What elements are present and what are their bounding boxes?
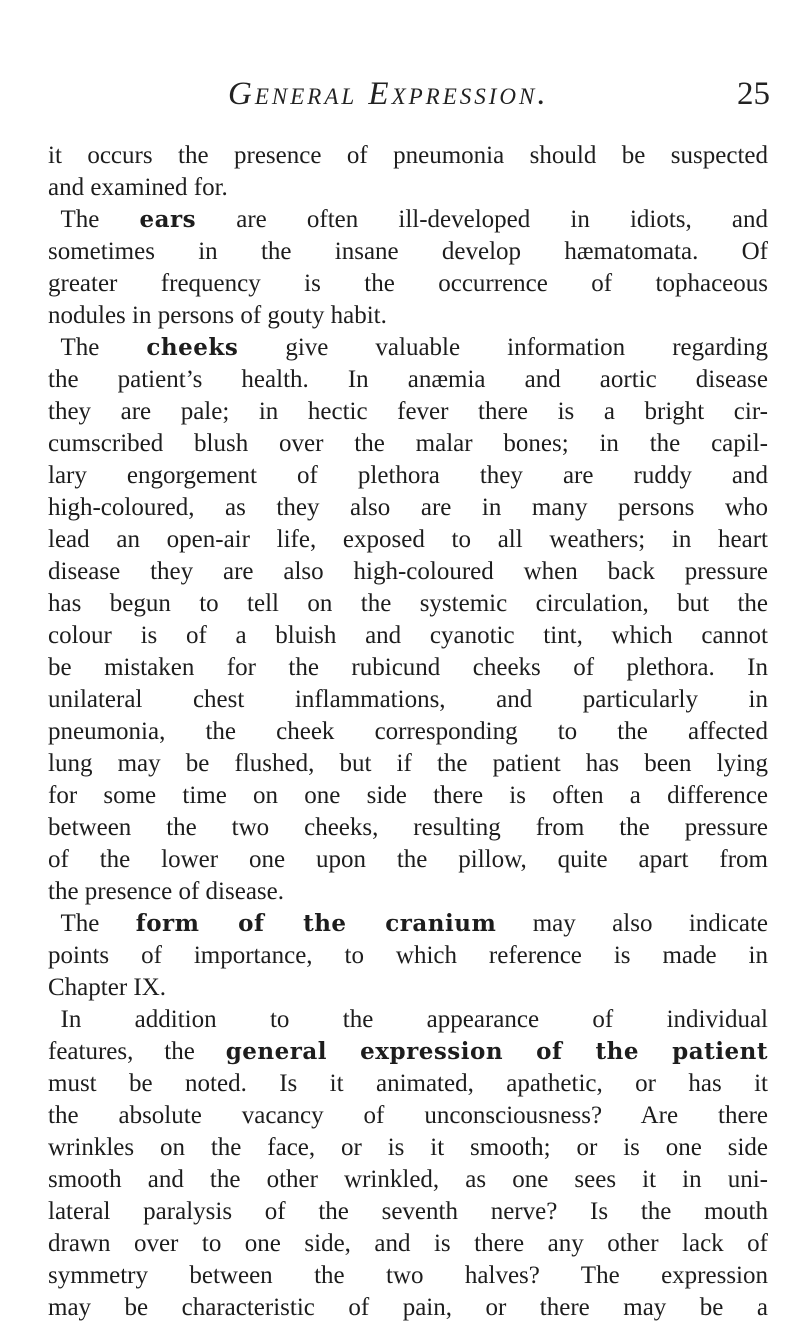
paragraph-cranium — [48, 908, 768, 1004]
text-line: must be noted. Is it animated, apathetic, or has it — [48, 1070, 768, 1097]
text-line: cumscribed blush over the malar bones; in the capil- — [48, 430, 768, 457]
text-line: sometimes in the insane develop hæmatomata. Of — [48, 238, 768, 265]
text-line: Chapter IX. — [48, 974, 167, 1001]
text-fragment: In addition to the appearance of individual — [60, 1006, 768, 1033]
paragraph-pneumonia — [48, 140, 768, 204]
text-line: pneumonia, the cheek corresponding to the affected — [48, 718, 768, 745]
text-line: high-coloured, as they also are in many persons who — [48, 494, 768, 521]
text-line — [48, 908, 768, 940]
text-line: smooth and the other wrinkled, as one sees it in uni- — [48, 1166, 768, 1193]
text-line: unilateral chest inflammations, and particularly in — [48, 686, 768, 713]
text-line: lung may be flushed, but if the patient has been lying — [48, 750, 768, 777]
text-line: the presence of disease. — [48, 878, 284, 905]
text-line — [48, 204, 768, 236]
keyword-ears: ears — [139, 206, 197, 233]
text-line: lary engorgement of plethora they are ruddy and — [48, 462, 768, 489]
body-text — [48, 140, 768, 1324]
text-line: symmetry between the two halves? The expression — [48, 1262, 768, 1289]
text-line: lead an open-air life, exposed to all weathers; in heart — [48, 526, 768, 553]
text-fragment: are often ill-developed in idiots, and — [196, 206, 768, 233]
text-fragment: The — [60, 910, 136, 937]
text-fragment: The — [60, 206, 140, 233]
text-line: drawn over to one side, and is there any other lack of — [48, 1230, 768, 1257]
text-line: the absolute vacancy of unconsciousness? Are there — [48, 1102, 768, 1129]
text-line — [48, 1004, 768, 1036]
text-fragment: may also indicate — [496, 910, 768, 937]
text-line: be mistaken for the rubicund cheeks of plethora. In — [48, 654, 768, 681]
text-line: they are pale; in hectic fever there is a bright cir- — [48, 398, 768, 425]
text-line: lateral paralysis of the seventh nerve? Is the mouth — [48, 1198, 768, 1225]
text-line: the patient’s health. In anæmia and aortic disease — [48, 366, 768, 393]
keyword-cranium: form of the cranium — [135, 910, 497, 937]
page-number: 25 — [737, 76, 770, 112]
text-line: it occurs the presence of pneumonia should be suspected — [48, 142, 768, 169]
text-line — [48, 332, 768, 364]
text-line: for some time on one side there is often a difference — [48, 782, 768, 809]
text-line: colour is of a bluish and cyanotic tint, which cannot — [48, 622, 768, 649]
text-line: has begun to tell on the systemic circulation, but the — [48, 590, 768, 617]
paragraph-ears — [48, 204, 768, 332]
running-head: General Expression. — [228, 76, 549, 112]
text-line: of the lower one upon the pillow, quite apart from — [48, 846, 768, 873]
text-line: greater frequency is the occurrence of tophaceous — [48, 270, 768, 297]
text-fragment: features, the — [48, 1038, 226, 1065]
text-line — [48, 1036, 768, 1068]
page-header — [0, 76, 801, 124]
keyword-general-expression: general expression of the patient — [225, 1038, 769, 1065]
paragraph-general-expression — [48, 1004, 768, 1324]
keyword-cheeks: cheeks — [146, 334, 239, 361]
paragraph-cheeks — [48, 332, 768, 908]
text-fragment: The — [60, 334, 147, 361]
text-line: points of importance, to which reference is made in — [48, 942, 768, 969]
text-fragment: give valuable information regarding — [238, 334, 768, 361]
text-line: may be characteristic of pain, or there may be a — [48, 1294, 768, 1321]
text-line: between the two cheeks, resulting from the pressure — [48, 814, 768, 841]
text-line: wrinkles on the face, or is it smooth; or is one side — [48, 1134, 768, 1161]
text-line: and examined for. — [48, 174, 228, 201]
text-line: nodules in persons of gouty habit. — [48, 302, 387, 329]
text-line: disease they are also high-coloured when back pressure — [48, 558, 768, 585]
